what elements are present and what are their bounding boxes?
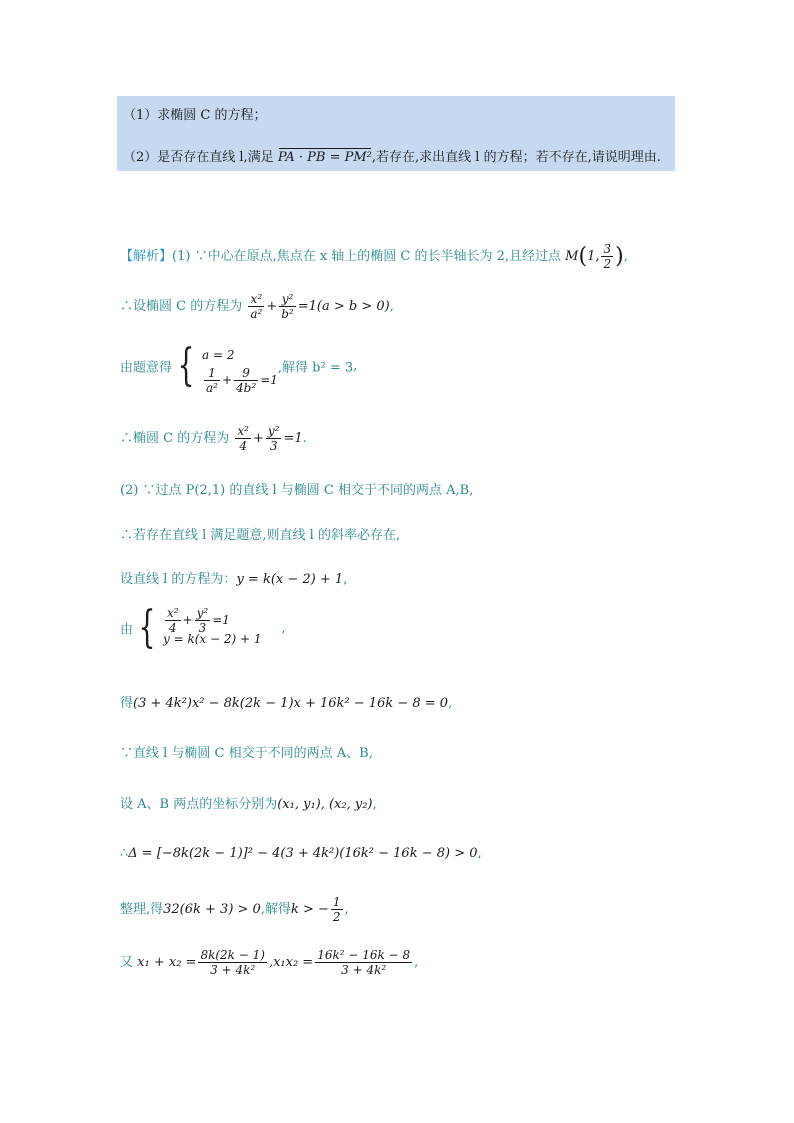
solution-line-12: ∴Δ = [−8k(2k − 1)]² − 4(3 + 4k²)(16k² − 16k − 8) > 0, <box>120 846 482 861</box>
vector-equation: PA · PB = PM² <box>277 150 372 165</box>
point-m-y-fraction: $\frac{3}{2}$ <box>603 242 612 271</box>
question-part-2-suffix: ,若存在,求出直线 l 的方程；若不存在,请说明理由. <box>371 150 661 165</box>
fraction-y2-3: $\frac{\text{y²}}{3}$ <box>267 424 280 453</box>
solution-line-10: ∵直线 l 与椭圆 C 相交于不同的两点 A、B, <box>120 746 373 761</box>
fraction-x2-4: $\frac{\text{x²}}{4}$ <box>237 424 249 453</box>
line-3-text: 由题意得 <box>120 360 173 376</box>
line-1-text: (1) ∵中心在原点,焦点在 x 轴上的椭圆 C 的长半轴长为 2,且经过点 <box>172 249 566 264</box>
solution-line-7: 设直线 l 的方程为：y = k(x − 2) + 1, <box>120 572 348 587</box>
line-4-text: ∴椭圆 C 的方程为 <box>120 431 230 446</box>
line-14-text: 又 <box>120 955 134 970</box>
equation-system-2: $\frac{\text{x²}}{4}$ + $\frac{\text{y²}}{3}$ =1 y = k(x − 2) + 1 <box>163 606 262 646</box>
solution-line-4: ∴椭圆 C 的方程为 $\frac{\text{x²}}{4}$ + $\frac{\text{y²}}{3}$ =1. <box>120 424 307 453</box>
discriminant-inequality: Δ = [−8k(2k − 1)]² − 4(3 + 4k²)(16k² − 16k − 8) > 0 <box>128 846 478 861</box>
solution-line-8: 由 { $\frac{\text{x²}}{4}$ + $\frac{\text{y²}}{3}$ =1 y = k(x − 2) + 1 , <box>120 602 286 653</box>
solution-line-5: (2) ∵过点 P(2,1) 的直线 l 与椭圆 C 相交于不同的两点 A,B, <box>120 483 474 498</box>
line-11-text: 设 A、B 两点的坐标分别为 <box>120 797 278 812</box>
solution-line-14: 又 x₁ + x₂ = $\frac{8k(2k - 1)}{\text{3 + 4k²}}$ ,x₁x₂ = $\frac{\text{16k² − 16k − 8}}{\text{3 + 4k²}}$ , <box>120 948 419 977</box>
solution-line-3: 由题意得 { a = 2 $\frac{1}{\text{a²}}$ + $\frac{9}{\text{4b²}}$ =1 ,解得 b² = 3, <box>120 340 358 395</box>
product-of-roots-label: x₁x₂ = <box>273 955 314 970</box>
solution-line-2: ∴设椭圆 C 的方程为 $\frac{\text{x²}}{\text{a²}}$ + $\frac{\text{y²}}{\text{b²}}$ =1(a > b > 0), <box>120 292 394 321</box>
question-part-1: （1）求椭圆 C 的方程； <box>123 108 267 123</box>
equation-system-1: a = 2 $\frac{1}{\text{a²}}$ + $\frac{9}{\text{4b²}}$ =1 <box>202 348 278 395</box>
solution-line-1: 【解析】(1) ∵中心在原点,焦点在 x 轴上的椭圆 C 的长半轴长为 2,且经过点 M(1, $\frac{3}{2}$ ), <box>120 242 628 271</box>
ellipse-condition: =1(a > b > 0) <box>297 299 390 314</box>
solution-line-9: 得(3 + 4k²)x² − 8k(2k − 1)x + 16k² − 16k − 8 = 0, <box>120 696 453 711</box>
product-of-roots-fraction: $\frac{\text{16k² − 16k − 8}}{\text{3 + 4k²}}$ <box>317 948 411 977</box>
question-part-2 <box>123 146 661 165</box>
point-m-label: M <box>565 249 579 264</box>
fraction-x2-a2: $\frac{\text{x²}}{\text{a²}}$ <box>250 292 263 321</box>
fraction-y2-b2: $\frac{\text{y²}}{\text{b²}}$ <box>281 292 294 321</box>
question-box <box>117 96 675 171</box>
line-equation: y = k(x − 2) + 1 <box>236 572 344 587</box>
solution-line-13: 整理,得32(6k + 3) > 0,解得k > − $\frac{1}{2}$ , <box>120 895 349 924</box>
question-part-2-prefix: （2）是否存在直线 l,满足 <box>123 150 278 165</box>
sum-of-roots-label: x₁ + x₂ = <box>137 955 197 970</box>
line-3-result: ,解得 b² = 3 <box>277 360 354 376</box>
line-1-end: , <box>623 249 628 264</box>
line-8-text: 由 <box>120 622 134 638</box>
line-13-text: 整理,得 <box>120 902 164 917</box>
solution-line-6: ∴若存在直线 l 满足题意,则直线 l 的斜率必存在, <box>120 528 401 543</box>
line-2-text: ∴设椭圆 C 的方程为 <box>120 299 243 314</box>
solution-line-11: 设 A、B 两点的坐标分别为(x₁, y₁), (x₂, y₂), <box>120 797 377 812</box>
quadratic-equation: (3 + 4k²)x² − 8k(2k − 1)x + 16k² − 16k − 8 = 0 <box>133 696 449 711</box>
fraction-one-half: $\frac{1}{2}$ <box>332 895 341 924</box>
line-9-text: 得 <box>120 696 134 711</box>
coordinates: (x₁, y₁), (x₂, y₂) <box>277 797 373 812</box>
line-7-text: 设直线 l 的方程为： <box>120 572 237 587</box>
solution-tag: 【解析】 <box>120 249 173 264</box>
point-m-x: 1, <box>587 249 600 264</box>
sum-of-roots-fraction: $\frac{8k(2k - 1)}{\text{3 + 4k²}}$ <box>200 948 265 977</box>
